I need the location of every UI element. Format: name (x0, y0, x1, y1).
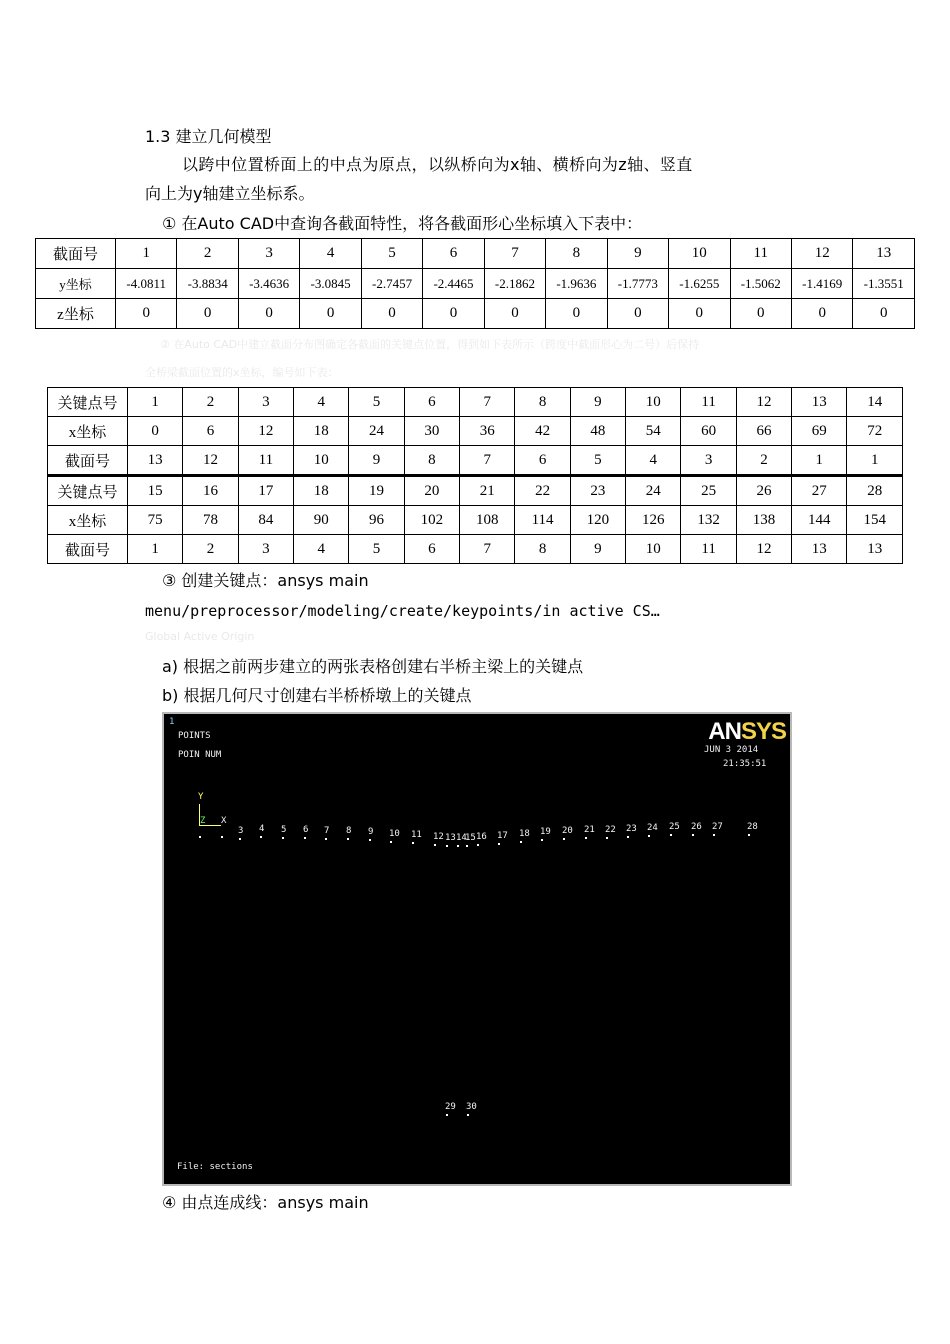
row-header-cell: x坐标 (48, 417, 128, 446)
table-cell: 28 (847, 476, 903, 506)
table-cell: 11 (681, 535, 736, 564)
table-cell: 90 (294, 506, 349, 535)
axis-triad-icon (196, 792, 236, 832)
table-cell: 13 (847, 535, 903, 564)
table-cell: 0 (669, 299, 730, 329)
table-cell: 144 (792, 506, 847, 535)
keypoint-label: 26 (691, 822, 702, 832)
table-cell: 30 (404, 417, 459, 446)
table-cell: 0 (361, 299, 422, 329)
table-cell: 9 (570, 388, 625, 417)
table-cell: 0 (423, 299, 484, 329)
table-cell: -1.5062 (730, 269, 791, 299)
keypoint-dot (670, 834, 672, 836)
keypoint-label: 14 (456, 833, 467, 843)
table-cell: 7 (484, 239, 545, 269)
table-cell: 75 (128, 506, 183, 535)
table-cell: 5 (349, 388, 404, 417)
table-cell: 8 (515, 535, 570, 564)
keypoint-label: 15 (465, 833, 476, 843)
table-cell: 114 (515, 506, 570, 535)
table-cell: 12 (791, 239, 852, 269)
table-cell: 13 (128, 446, 183, 476)
table-cell: 8 (546, 239, 607, 269)
step-1-text: ① 在Auto CAD中查询各截面特性，将各截面形心坐标填入下表中： (162, 214, 643, 233)
ansys-logo: ANSYS (708, 718, 786, 745)
table-cell: -1.4169 (791, 269, 852, 299)
keypoint-dot (434, 844, 436, 846)
window-number: 1 (169, 717, 175, 727)
table-cell: 14 (847, 388, 903, 417)
paragraph-line-1: 以跨中位置桥面上的中点为原点，以纵桥向为x轴、横桥向为z轴、竖直 (182, 155, 693, 174)
table-cell: 9 (349, 446, 404, 476)
table-cell: 7 (460, 535, 515, 564)
keypoint-label: 10 (389, 829, 400, 839)
table-cell: -1.3551 (853, 269, 915, 299)
table-cell: 102 (404, 506, 459, 535)
keypoint-dot (541, 839, 543, 841)
table-cell: 7 (460, 388, 515, 417)
keypoint-dot (477, 844, 479, 846)
table-cell: 0 (484, 299, 545, 329)
table-row (48, 506, 903, 535)
row-header-cell: y坐标 (36, 269, 116, 299)
table-cell: 6 (423, 239, 484, 269)
table-row (48, 476, 903, 506)
keypoint-dot (221, 836, 223, 838)
keypoint-dot (347, 838, 349, 840)
table-cell: 3 (681, 446, 736, 476)
keypoint-label: 27 (712, 822, 723, 832)
table-row (48, 535, 903, 564)
row-header-cell: 关键点号 (48, 476, 128, 506)
table-cell: -3.8834 (177, 269, 238, 299)
keypoint-label: 13 (445, 833, 456, 843)
keypoint-label: 24 (647, 823, 658, 833)
keypoint-dot (627, 836, 629, 838)
keypoint-dot (713, 834, 715, 836)
table-cell: 21 (460, 476, 515, 506)
table-row (48, 446, 903, 476)
keypoint-dot (563, 838, 565, 840)
table-cell: 12 (736, 535, 791, 564)
table-cell: 0 (300, 299, 361, 329)
keypoint-dot (457, 845, 459, 847)
plot-numbering-label: POIN NUM (178, 750, 222, 760)
table-cell: 10 (626, 535, 681, 564)
table-cell: 5 (349, 535, 404, 564)
table-cell: 10 (626, 388, 681, 417)
table-cell: 78 (183, 506, 238, 535)
table-cell: 11 (730, 239, 791, 269)
table-cell: -3.4636 (238, 269, 299, 299)
table-cell: 132 (681, 506, 736, 535)
table-cell: 18 (294, 476, 349, 506)
table-cell: 20 (404, 476, 459, 506)
keypoint-label: 17 (497, 831, 508, 841)
table-cell: 4 (626, 446, 681, 476)
keypoint-label: 3 (238, 826, 244, 836)
table-cell: 22 (515, 476, 570, 506)
keypoint-label: 28 (747, 822, 758, 832)
keypoint-dot (282, 837, 284, 839)
row-header-cell: x坐标 (48, 506, 128, 535)
faint-text-line-1: ② 在Auto CAD中建立截面分布图确定各截面的关键点位置，得到如下表所示（跨度中截面形心为二号）后保持 (160, 338, 700, 351)
section-heading: 1.3 建立几何模型 (145, 127, 272, 146)
plot-type-label: POINTS (178, 731, 211, 741)
row-header-cell: 截面号 (48, 446, 128, 476)
table-cell: 96 (349, 506, 404, 535)
table-cell: 1 (128, 388, 183, 417)
table-cell: 0 (177, 299, 238, 329)
table-cell: 154 (847, 506, 903, 535)
table-cell: -4.0811 (116, 269, 177, 299)
table-cell: 1 (847, 446, 903, 476)
table-cell: 138 (736, 506, 791, 535)
table-cell: 0 (791, 299, 852, 329)
table-cell: 9 (570, 535, 625, 564)
table-cell: 4 (300, 239, 361, 269)
keypoint-dot (520, 841, 522, 843)
keypoint-label: 21 (584, 825, 595, 835)
keypoint-dot (648, 835, 650, 837)
row-header-cell: 关键点号 (48, 388, 128, 417)
table-cell: 10 (669, 239, 730, 269)
faint-text-line-2: 全桥梁截面位置的x坐标，编号如下表： (145, 366, 339, 379)
table-cell: 8 (515, 388, 570, 417)
table-cell: 2 (183, 388, 238, 417)
keypoint-dot (304, 837, 306, 839)
table-cell: 27 (792, 476, 847, 506)
table-cell: 54 (626, 417, 681, 446)
table-cell: 18 (294, 417, 349, 446)
table-cell: -1.7773 (607, 269, 668, 299)
keypoint-dot (606, 837, 608, 839)
keypoint-dot (446, 1114, 448, 1116)
table-cell: 3 (238, 388, 293, 417)
table-row (36, 299, 915, 329)
table-cell: 0 (730, 299, 791, 329)
table-cell: 1 (792, 446, 847, 476)
keypoint-dot (199, 836, 201, 838)
step-3-line-2: menu/preprocessor/modeling/create/keypoints/in active CS… (145, 602, 660, 620)
keypoint-dot (239, 838, 241, 840)
table-cell: 4 (294, 535, 349, 564)
keypoint-label: 23 (626, 824, 637, 834)
table-cell: -1.6255 (669, 269, 730, 299)
table-cell: 12 (736, 388, 791, 417)
table-cell: -1.9636 (546, 269, 607, 299)
keypoint-dot (585, 837, 587, 839)
keypoint-label: 18 (519, 829, 530, 839)
ansys-keypoint-plot (162, 712, 792, 1186)
table-cell: 1 (116, 239, 177, 269)
table-cell: 0 (128, 417, 183, 446)
plot-file-label: File: sections (177, 1162, 253, 1172)
table-cell: 10 (294, 446, 349, 476)
table-cell: 108 (460, 506, 515, 535)
table-cell: 0 (853, 299, 915, 329)
keypoint-label: 7 (324, 826, 330, 836)
table-cell: 6 (404, 535, 459, 564)
table-cell: 36 (460, 417, 515, 446)
section-centroid-table (35, 238, 915, 329)
table-cell: 8 (404, 446, 459, 476)
keypoint-label: 6 (303, 825, 309, 835)
table-cell: 0 (607, 299, 668, 329)
keypoint-label: 4 (259, 824, 265, 834)
table-cell: 24 (626, 476, 681, 506)
row-header-cell: 截面号 (36, 239, 116, 269)
table-cell: 13 (853, 239, 915, 269)
table-cell: 0 (546, 299, 607, 329)
keypoint-dot (467, 1114, 469, 1116)
keypoint-dot (260, 836, 262, 838)
table-cell: 66 (736, 417, 791, 446)
table-cell: 15 (128, 476, 183, 506)
table-row (48, 388, 903, 417)
table-cell: 5 (570, 446, 625, 476)
table-cell: 12 (183, 446, 238, 476)
table-cell: 1 (128, 535, 183, 564)
table-cell: 126 (626, 506, 681, 535)
table-cell: 11 (238, 446, 293, 476)
table-cell: 3 (238, 535, 293, 564)
item-a: a) 根据之前两步建立的两张表格创建右半桥主梁上的关键点 (162, 657, 584, 676)
table-cell: 13 (792, 535, 847, 564)
table-cell: -2.7457 (361, 269, 422, 299)
table-cell: -3.0845 (300, 269, 361, 299)
item-b: b) 根据几何尺寸创建右半桥桥墩上的关键点 (162, 686, 472, 705)
table-cell: 6 (404, 388, 459, 417)
axis-x-label: X (221, 816, 227, 826)
keypoint-dot (446, 845, 448, 847)
keypoint-label: 9 (368, 827, 374, 837)
table-cell: 7 (460, 446, 515, 476)
table-cell: 19 (349, 476, 404, 506)
table-cell: 16 (183, 476, 238, 506)
keypoint-dot (498, 843, 500, 845)
table-cell: 6 (515, 446, 570, 476)
table-cell: 0 (116, 299, 177, 329)
keypoint-table (47, 387, 903, 564)
table-cell: 17 (238, 476, 293, 506)
paragraph-line-2: 向上为y轴建立坐标系。 (145, 184, 315, 203)
keypoint-label: 11 (411, 830, 422, 840)
plot-time: 21:35:51 (723, 759, 767, 769)
table-cell: 6 (183, 417, 238, 446)
table-cell: -2.1862 (484, 269, 545, 299)
keypoint-label: 16 (476, 832, 487, 842)
keypoint-dot (390, 841, 392, 843)
keypoint-label: 12 (433, 832, 444, 842)
axis-z-label: Z (200, 816, 206, 826)
table-cell: -2.4465 (423, 269, 484, 299)
table-cell: 13 (792, 388, 847, 417)
table-cell: 9 (607, 239, 668, 269)
keypoint-dot (412, 842, 414, 844)
row-header-cell: z坐标 (36, 299, 116, 329)
table-row (48, 417, 903, 446)
table-row (36, 269, 915, 299)
faint-text-line-3: Global Active Origin (145, 630, 255, 643)
table-cell: 60 (681, 417, 736, 446)
table-cell: 42 (515, 417, 570, 446)
keypoint-label: 25 (669, 822, 680, 832)
table-cell: 23 (570, 476, 625, 506)
keypoint-label: 30 (466, 1102, 477, 1112)
row-header-cell: 截面号 (48, 535, 128, 564)
step-3-line-1: ③ 创建关键点：ansys main (162, 571, 369, 590)
table-cell: 4 (294, 388, 349, 417)
table-cell: 5 (361, 239, 422, 269)
keypoint-dot (692, 834, 694, 836)
step-4-text: ④ 由点连成线：ansys main (162, 1193, 369, 1212)
keypoint-label: 8 (346, 826, 352, 836)
table-cell: 2 (183, 535, 238, 564)
keypoint-dot (466, 845, 468, 847)
table-cell: 0 (238, 299, 299, 329)
table-cell: 120 (570, 506, 625, 535)
table-row (36, 239, 915, 269)
table-cell: 2 (736, 446, 791, 476)
keypoint-label: 5 (281, 825, 287, 835)
table-cell: 48 (570, 417, 625, 446)
keypoint-label: 20 (562, 826, 573, 836)
table-cell: 72 (847, 417, 903, 446)
keypoint-label: 22 (605, 825, 616, 835)
table-cell: 69 (792, 417, 847, 446)
keypoint-label: 19 (540, 827, 551, 837)
axis-y-label: Y (198, 792, 204, 802)
table-cell: 12 (238, 417, 293, 446)
keypoint-dot (325, 838, 327, 840)
plot-date: JUN 3 2014 (704, 745, 759, 755)
keypoint-dot (369, 839, 371, 841)
keypoint-dot (748, 834, 750, 836)
table-cell: 24 (349, 417, 404, 446)
table-cell: 26 (736, 476, 791, 506)
table-cell: 3 (238, 239, 299, 269)
table-cell: 2 (177, 239, 238, 269)
table-cell: 11 (681, 388, 736, 417)
table-cell: 84 (238, 506, 293, 535)
keypoint-label: 29 (445, 1102, 456, 1112)
table-cell: 25 (681, 476, 736, 506)
